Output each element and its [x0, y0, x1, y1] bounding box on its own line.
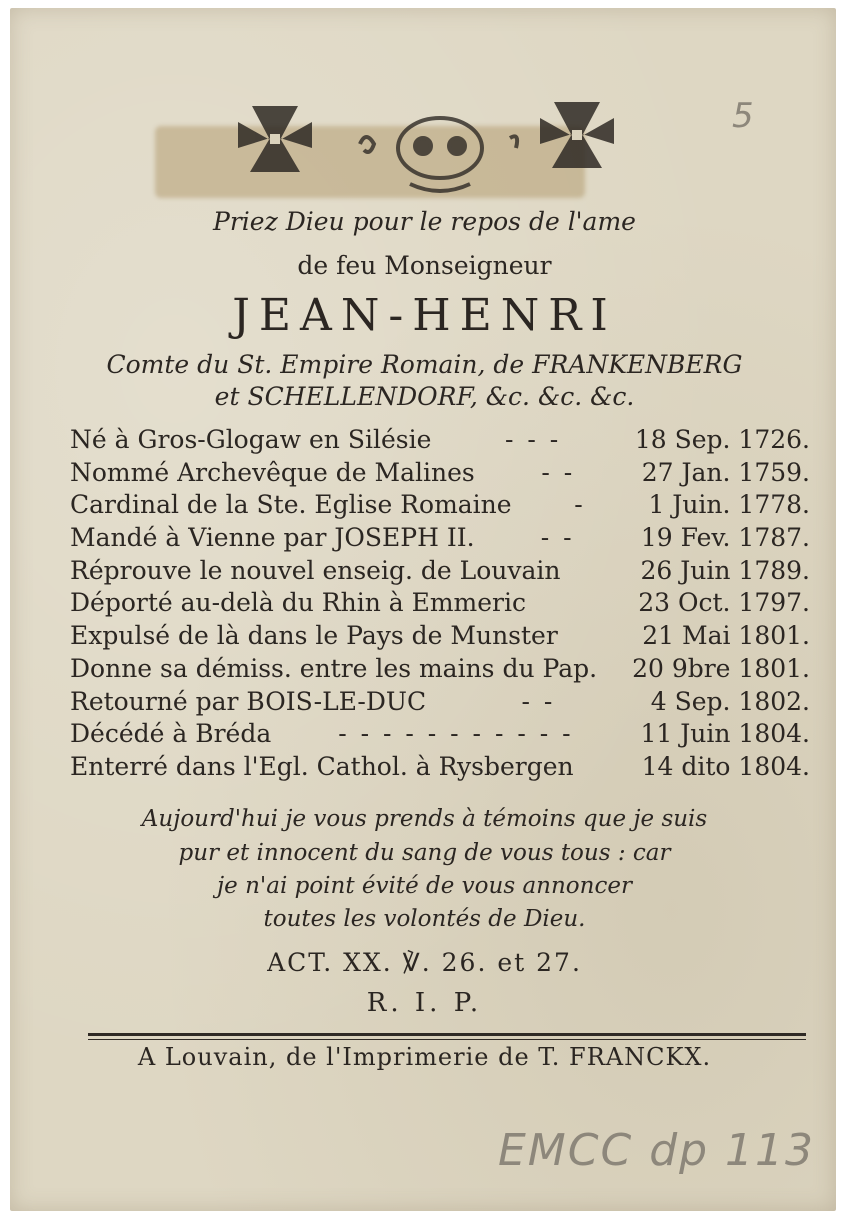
event-date: 4 Sep. 1802.	[650, 686, 810, 716]
maltese-cross-icon	[540, 102, 614, 168]
event-date: 21 Mai 1801.	[642, 621, 810, 651]
event-row	[70, 425, 810, 458]
title-line-2: et SCHELLENDORF, &c. &c. &c.	[214, 382, 635, 411]
title-line-1: Comte du St. Empire Romain, de FRANKENBERG	[106, 350, 743, 379]
divider-rule	[88, 1033, 806, 1036]
event-date: 27 Jan. 1759.	[641, 457, 810, 487]
prayer-heading: Priez Dieu pour le repos de l'ame	[213, 207, 636, 236]
event-text: Enterré dans l'Egl. Cathol. à Rysbergen	[70, 751, 574, 781]
scripture-reference: ACT. XX. ℣. 26. et 27.	[267, 948, 582, 977]
life-events-list	[70, 425, 810, 785]
event-row	[70, 523, 810, 556]
event-row	[70, 588, 810, 621]
pencil-catalog-ref: EMCC dp 113	[498, 1125, 816, 1176]
skull-icon	[360, 118, 517, 191]
event-text: Mandé à Vienne par JOSEPH II.	[70, 523, 475, 553]
event-row	[70, 458, 810, 491]
event-text: Expulsé de là dans le Pays de Munster	[70, 621, 558, 651]
event-text: Cardinal de la Ste. Eglise Romaine	[70, 490, 512, 520]
event-row	[70, 556, 810, 589]
event-date: 1 Juin. 1778.	[648, 490, 810, 520]
event-text: Donne sa démiss. entre les mains du Pap.	[70, 653, 598, 683]
scripture-quote-line-3: je n'ai point évité de vous annoncer	[217, 873, 632, 899]
event-leader: - - -	[504, 425, 562, 454]
event-date: 26 Juin 1789.	[640, 555, 810, 585]
pencil-corner-mark: 5	[732, 96, 754, 136]
printer-imprint: A Louvain, de l'Imprimerie de T. FRANCKX.	[137, 1043, 712, 1071]
deceased-name: JEAN-HENRI	[232, 290, 617, 341]
event-text: Retourné par BOIS-LE-DUC	[70, 686, 427, 716]
event-row	[70, 752, 810, 785]
event-date: 23 Oct. 1797.	[638, 588, 810, 618]
event-leader: - -	[521, 686, 556, 716]
event-date: 11 Juin 1804.	[640, 719, 810, 749]
subtitle: de feu Monseigneur	[297, 251, 552, 280]
event-row	[70, 621, 810, 654]
event-text: Décédé à Bréda	[70, 719, 272, 749]
header-ornament	[210, 100, 660, 202]
divider-rule-thin	[88, 1039, 806, 1040]
event-leader: -	[574, 490, 586, 520]
event-row	[70, 654, 810, 687]
event-date: 19 Fev. 1787.	[640, 523, 810, 553]
scripture-quote-line-2: pur et innocent du sang de vous tous : car	[178, 840, 671, 866]
event-text: Réprouve le nouvel enseig. de Louvain	[70, 555, 561, 585]
event-row	[70, 687, 810, 720]
event-row	[70, 490, 810, 523]
event-text: Déporté au-delà du Rhin à Emmeric	[70, 588, 527, 618]
event-date: 20 9bre 1801.	[632, 653, 810, 683]
event-date: 14 dito 1804.	[641, 751, 810, 781]
event-row	[70, 719, 810, 752]
event-leader: - -	[541, 457, 576, 487]
event-text: Nommé Archevêque de Malines	[70, 457, 475, 487]
event-leader: - - - - - - - - - - -	[338, 719, 574, 749]
scripture-quote-line-4: toutes les volontés de Dieu.	[263, 906, 586, 932]
scripture-quote-line-1: Aujourd'hui je vous prends à témoins que je suis	[141, 806, 708, 832]
event-text: Né à Gros-Glogaw en Silésie	[70, 425, 432, 454]
event-leader: - -	[540, 523, 575, 553]
maltese-cross-icon	[238, 106, 312, 172]
rip-text: R. I. P.	[366, 988, 483, 1018]
event-date: 18 Sep. 1726.	[634, 425, 810, 454]
